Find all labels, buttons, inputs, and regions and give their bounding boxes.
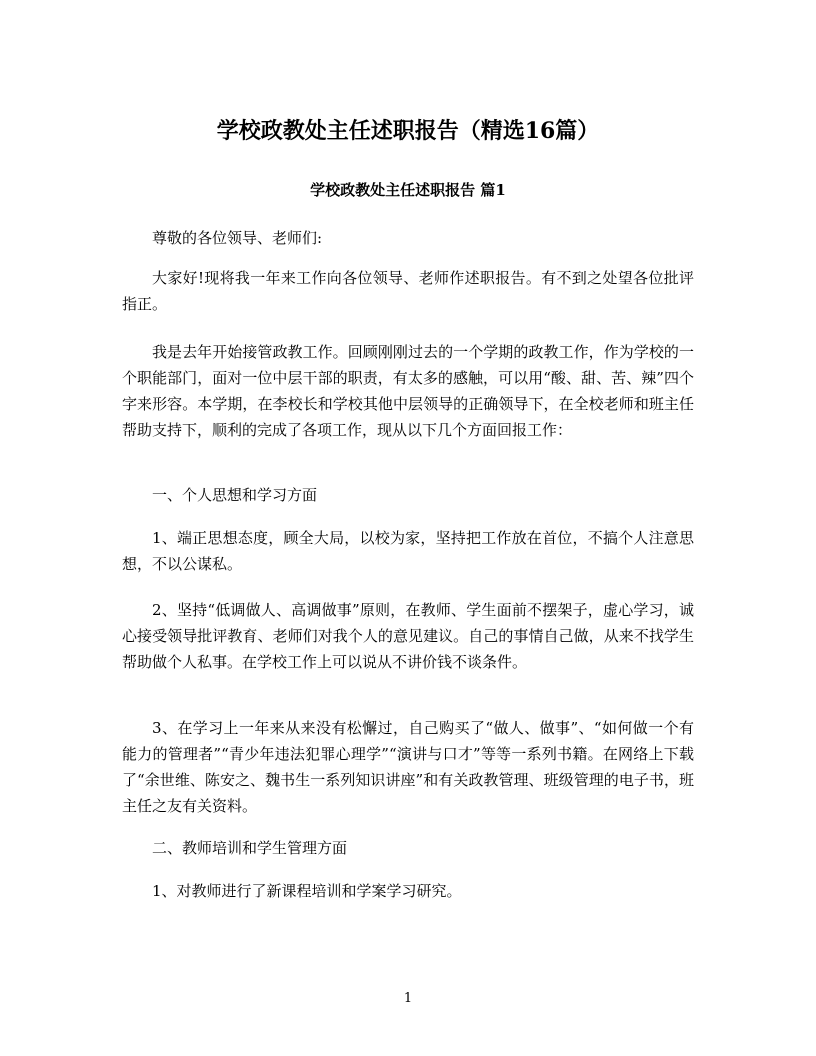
heading-personal-thought-and-study: 一、个人思想和学习方面: [152, 486, 318, 504]
paragraph-salutation: 尊敬的各位领导、老师们:: [152, 229, 323, 247]
paragraph-item-3: 3、在学习上一年来从来没有松懈过，自己购买了“做人、做事”、“如何做一个有能力的管理者”“青少年违法犯罪心理学”“演讲与口才”等等一系列书籍。在网络上下载了“余世维、陈安之、魏书生一系列知识讲座”和有关政教管理、班级管理的电子书，班主任之友有关资料。: [122, 719, 694, 815]
document-title: 学校政教处主任述职报告（精选16篇）: [216, 118, 600, 144]
section-title: 学校政教处主任述职报告 篇1: [310, 181, 506, 199]
heading-teacher-training-and-student-management: 二、教师培训和学生管理方面: [152, 839, 348, 857]
paragraph-item-1: 1、端正思想态度，顾全大局，以校为家，坚持把工作放在首位，不搞个人注意思想，不以公谋私。: [122, 529, 694, 573]
paragraph-introduction: 我是去年开始接管政教工作。回顾刚刚过去的一个学期的政教工作，作为学校的一个职能部门，面对一位中层干部的职责，有太多的感触，可以用“酸、甜、苦、辣”四个字来形容。本学期，在李校长和学校其他中层领导的正确领导下，在全校老师和班主任帮助支持下，顺利的完成了各项工作，现从以下几个方面回报工作：: [122, 343, 694, 439]
paragraph-item-2: 2、坚持“低调做人、高调做事”原则，在教师、学生面前不摆架子，虚心学习，诚心接受领导批评教育、老师们对我个人的意见建议。自己的事情自己做，从来不找学生帮助做个人私事。在学校工作上可以说从不讲价钱不谈条件。: [122, 601, 694, 671]
paragraph-greeting: 大家好!现将我一年来工作向各位领导、老师作述职报告。有不到之处望各位批评指正。: [122, 269, 694, 313]
paragraph-training-item-1: 1、对教师进行了新课程培训和学案学习研究。: [152, 882, 462, 900]
page-number: 1: [403, 991, 413, 1006]
